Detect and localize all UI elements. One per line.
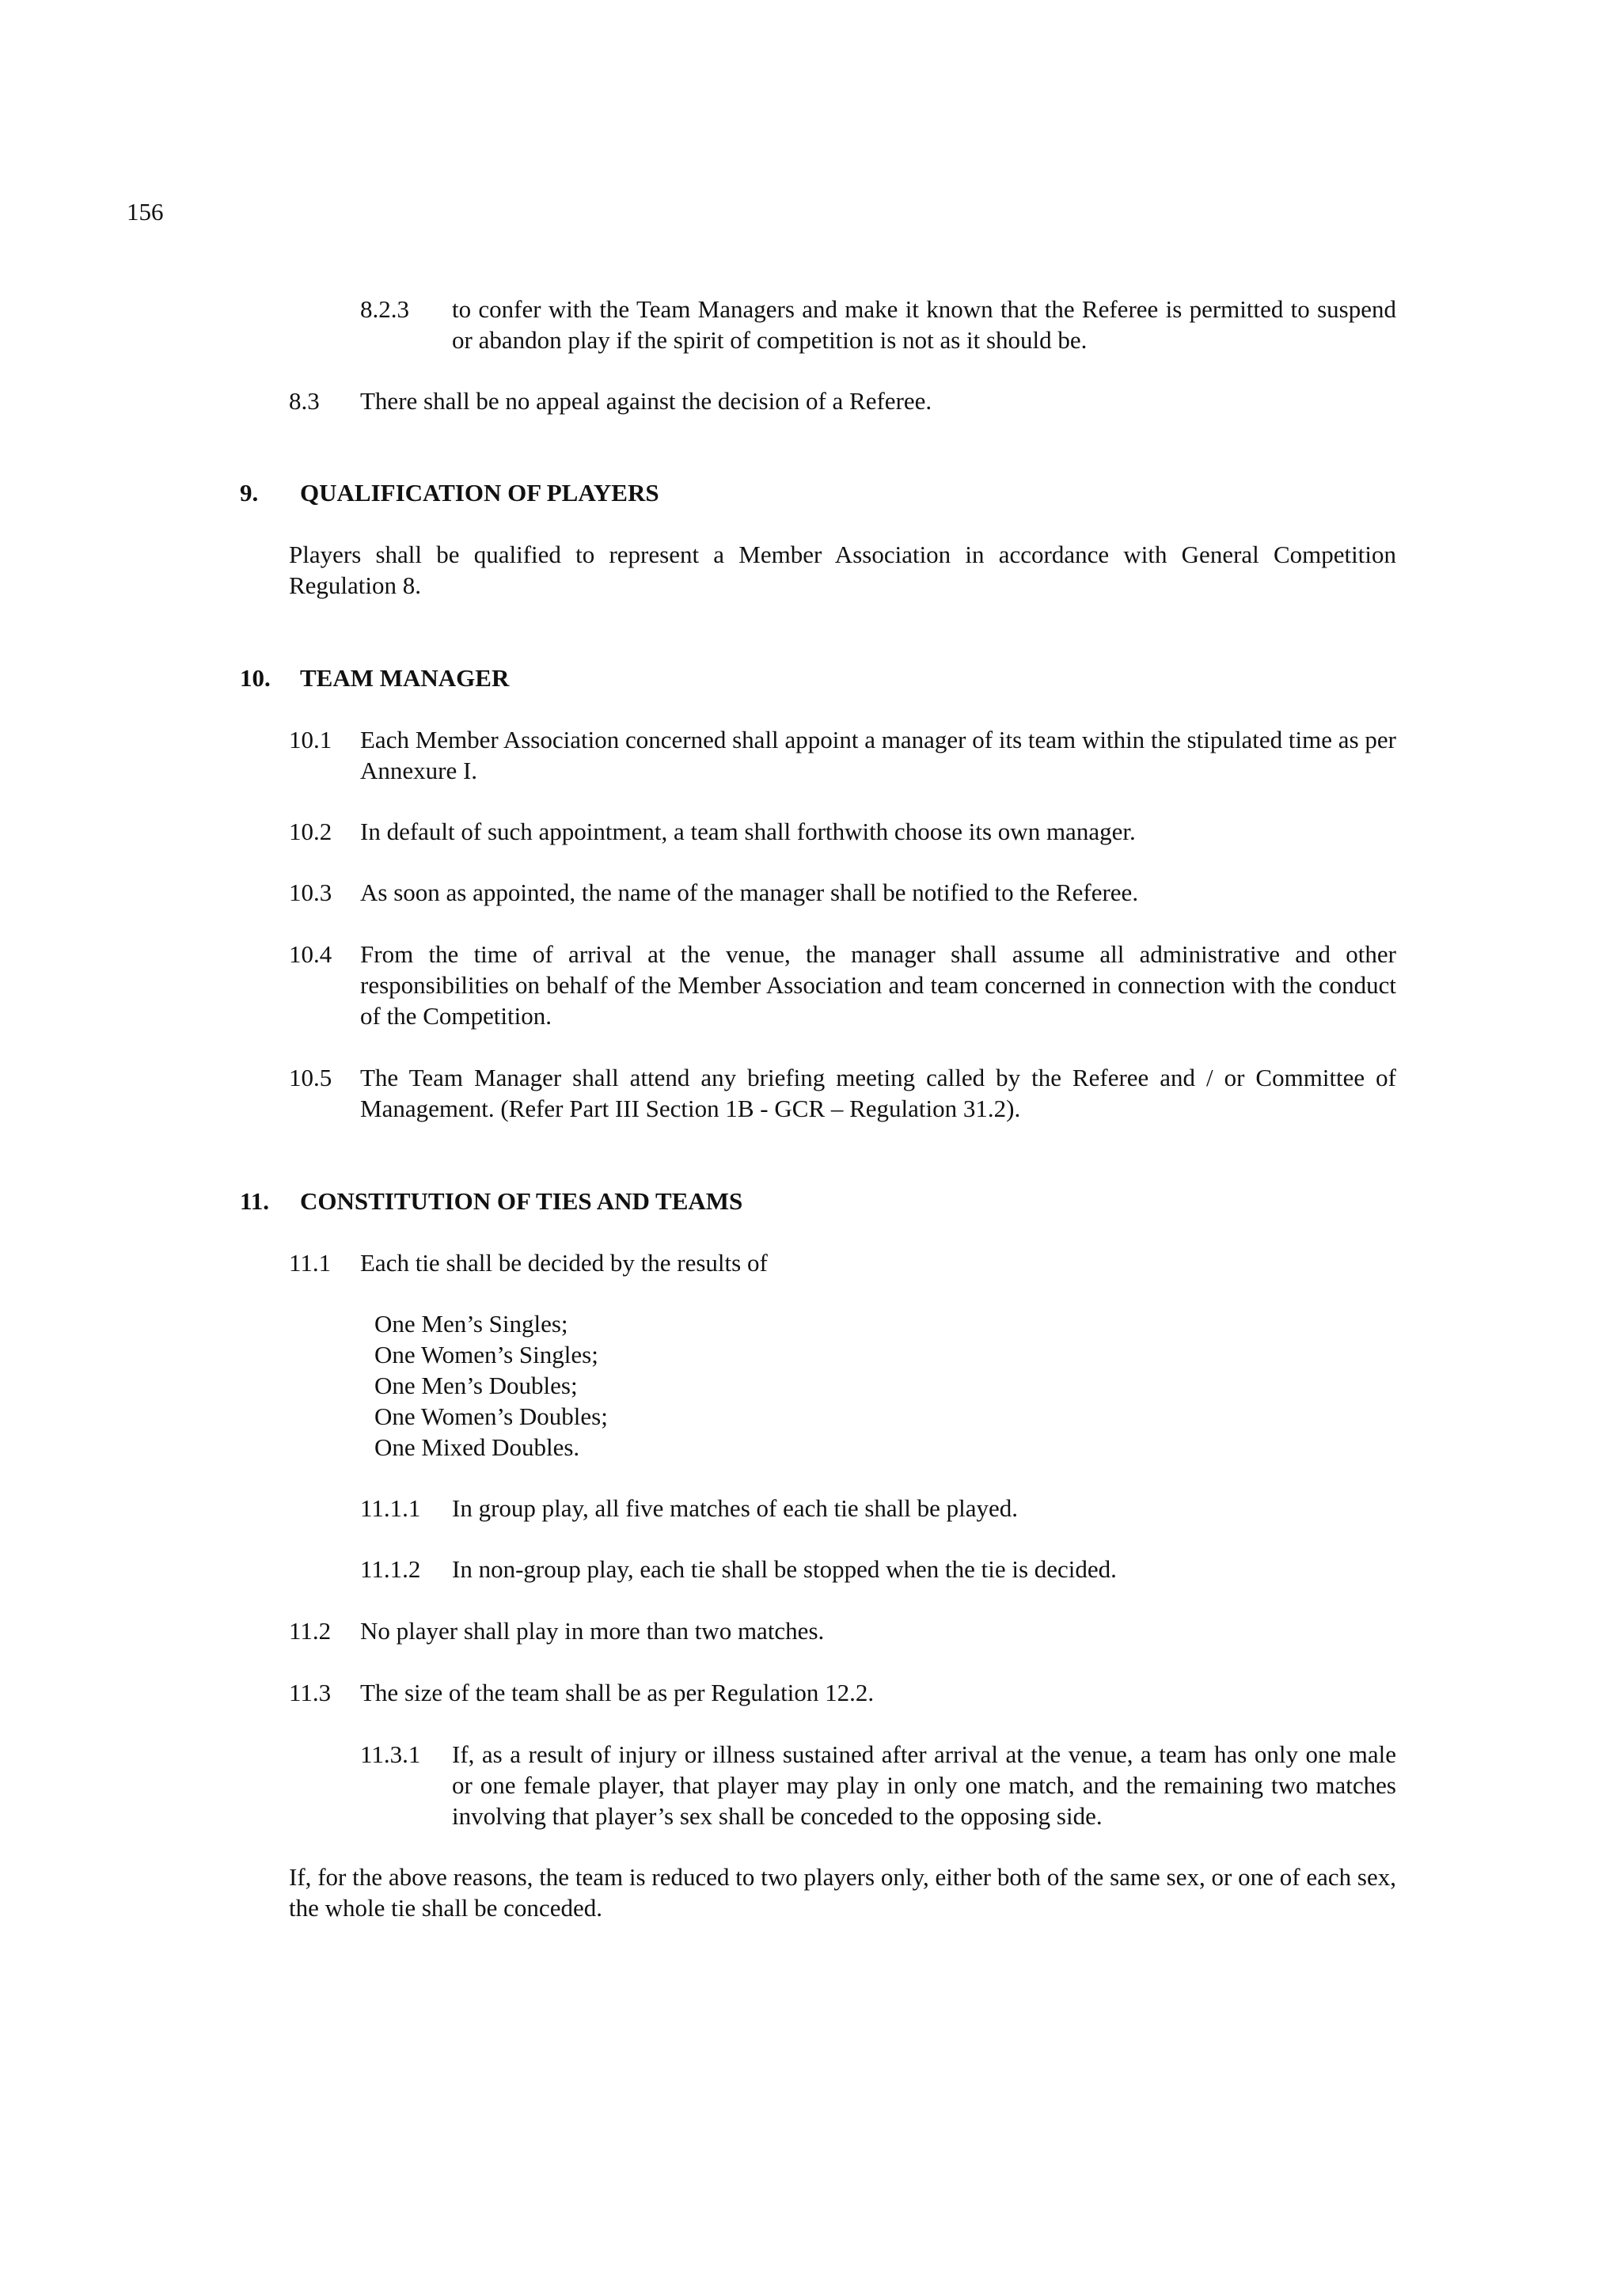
clause-11-1 — [289, 1247, 1396, 1278]
clause-10-4 — [289, 939, 1396, 1031]
clause-text: In group play, all five matches of each tie shall be played. — [452, 1494, 1019, 1522]
clause-text: In non-group play, each tie shall be stopped when the tie is decided. — [452, 1555, 1117, 1583]
clause-number: 11.3.1 — [360, 1740, 421, 1768]
section-heading-10 — [240, 662, 509, 693]
clause-text: If, as a result of injury or illness sustained after arrival at the venue, a team has only one male or one female player, that player may play in only one match, and the remaining two matches involving that player’s sex shall be conceded to the opposing side. — [452, 1740, 1396, 1830]
clause-number: 11.1 — [289, 1249, 332, 1277]
closing-paragraph: If, for the above reasons, the team is reduced to two players only, either both of the same sex, or one of each sex, the whole tie shall be conceded. — [289, 1863, 1396, 1922]
clause-text: From the time of arrival at the venue, the manager shall assume all administrative and other responsibilities on behalf of the Member Association and team concerned in connection with the conduct of the Competition. — [360, 940, 1396, 1030]
clause-number: 10.2 — [289, 818, 332, 845]
clause-number: 8.3 — [289, 387, 320, 415]
clause-11-1-2 — [360, 1554, 1396, 1584]
clause-number: 10.1 — [289, 726, 332, 753]
clause-text: No player shall play in more than two matches. — [360, 1617, 825, 1645]
clause-11-3 — [289, 1677, 1396, 1708]
clause-text: Each tie shall be decided by the results of — [360, 1249, 768, 1277]
section-number: 9. — [240, 479, 259, 507]
clause-10-5 — [289, 1062, 1396, 1124]
list-item: One Men’s Singles; — [374, 1310, 568, 1338]
section-title: TEAM MANAGER — [300, 664, 510, 692]
section-heading-11 — [240, 1186, 742, 1216]
clause-number: 8.2.3 — [360, 295, 409, 323]
clause-text: Each Member Association concerned shall appoint a manager of its team within the stipulated time as per Annexure I. — [360, 726, 1396, 784]
clause-number: 11.2 — [289, 1617, 332, 1645]
list-item: One Mixed Doubles. — [374, 1433, 580, 1461]
clause-11-2 — [289, 1615, 1396, 1646]
clause-number: 10.4 — [289, 940, 332, 968]
clause-text: to confer with the Team Managers and make it known that the Referee is permitted to suspend or abandon play if the spirit of competition is not as it should be. — [452, 295, 1396, 354]
list-item: One Women’s Doubles; — [374, 1402, 608, 1430]
page-number: 156 — [127, 198, 164, 226]
clause-text: As soon as appointed, the name of the manager shall be notified to the Referee. — [360, 879, 1139, 906]
clause-11-3-1 — [360, 1739, 1396, 1831]
clause-number: 11.1.1 — [360, 1494, 421, 1522]
section-number: 11. — [240, 1187, 270, 1215]
clause-10-1 — [289, 724, 1396, 786]
clause-number: 10.3 — [289, 879, 332, 906]
section-number: 10. — [240, 664, 271, 692]
clause-10-2 — [289, 816, 1396, 847]
clause-text: In default of such appointment, a team shall forthwith choose its own manager. — [360, 818, 1136, 845]
clause-8-3 — [289, 385, 1396, 416]
section-heading-9 — [240, 477, 659, 508]
clause-11-1-1 — [360, 1493, 1396, 1524]
clause-text: The Team Manager shall attend any briefing meeting called by the Referee and / or Committee of Management. (Refer Part III Section 1B - GCR – Regulation 31.2). — [360, 1064, 1396, 1122]
list-item: One Men’s Doubles; — [374, 1372, 578, 1399]
clause-8-2-3 — [360, 294, 1396, 355]
clause-number: 11.3 — [289, 1679, 332, 1706]
clause-text: The size of the team shall be as per Regulation 12.2. — [360, 1679, 875, 1706]
clause-number: 10.5 — [289, 1064, 332, 1091]
event-list — [374, 1308, 1008, 1463]
clause-number: 11.1.2 — [360, 1555, 421, 1583]
list-item: One Women’s Singles; — [374, 1341, 598, 1368]
clause-10-3 — [289, 877, 1396, 908]
section-title: CONSTITUTION OF TIES AND TEAMS — [300, 1187, 743, 1215]
section-9-paragraph: Players shall be qualified to represent a Member Association in accordance with General Competition Regulation 8. — [289, 541, 1396, 599]
clause-text: There shall be no appeal against the decision of a Referee. — [360, 387, 932, 415]
section-title: QUALIFICATION OF PLAYERS — [300, 479, 659, 507]
